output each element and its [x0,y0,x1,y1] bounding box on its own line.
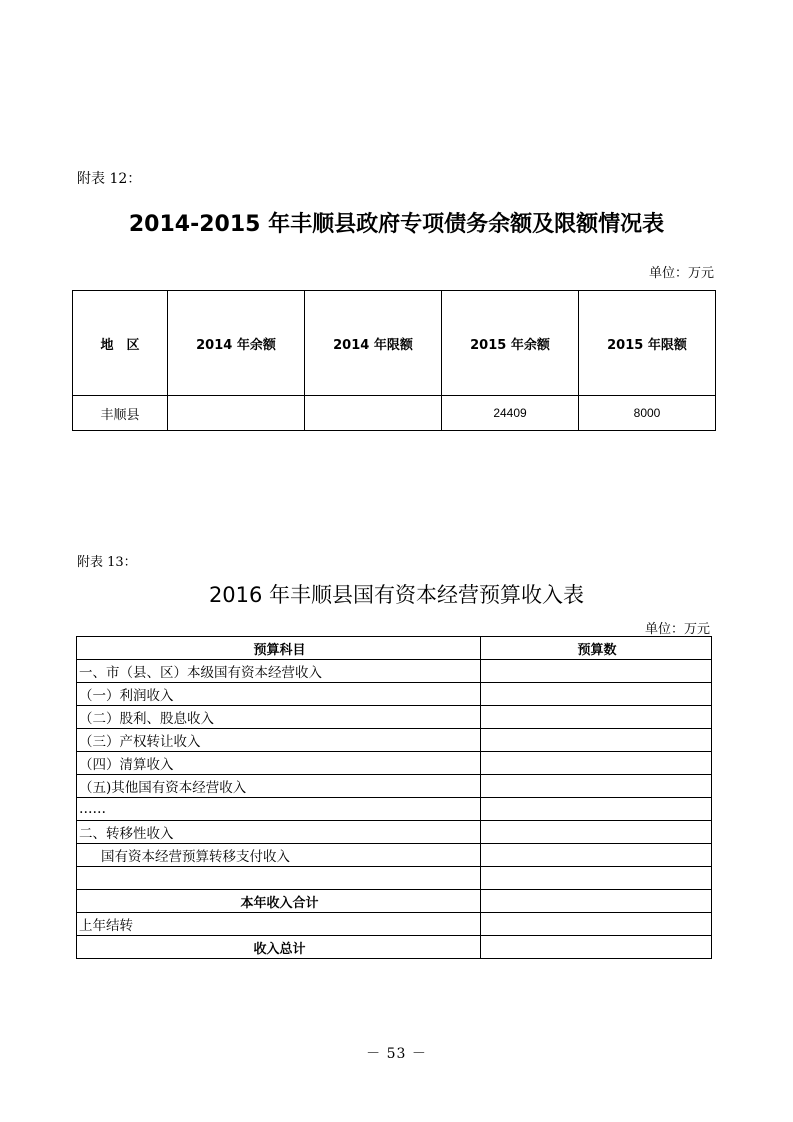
cell-2015-balance: 24409 [442,396,579,431]
cell-region: 丰顺县 [73,396,168,431]
table-row [77,775,712,798]
table13-label: 附表 13： [77,555,137,570]
row-value [481,821,712,844]
row-item: 二、转移性收入 [77,821,481,844]
row-value [481,890,712,913]
row-value [481,844,712,867]
row-value [481,867,712,890]
row-item: （五)其他国有资本经营收入 [77,775,481,798]
row-value [481,913,712,936]
table-row [77,890,712,913]
header-2015-limit: 2015 年限额 [579,291,716,396]
row-value [481,729,712,752]
header-budget-amount: 预算数 [481,637,712,660]
table-header-row [77,637,712,660]
row-item: …… [77,798,481,821]
table-row [77,936,712,959]
cell-2014-balance [168,396,305,431]
row-item: （一）利润收入 [77,683,481,706]
table-row [77,660,712,683]
row-item: （四）清算收入 [77,752,481,775]
table12-label: 附表 12： [77,171,142,187]
table-row [77,844,712,867]
table-row [77,683,712,706]
table12-unit: 单位：万元 [648,266,714,281]
table-row [77,729,712,752]
header-region: 地 区 [73,291,168,396]
row-item [77,867,481,890]
row-value [481,936,712,959]
debt-limit-table [72,290,716,431]
table13-title: 2016 年丰顺县国有资本经营预算收入表 [208,583,585,607]
row-item: （二）股利、股息收入 [77,706,481,729]
row-item: （三）产权转让收入 [77,729,481,752]
table-row [77,798,712,821]
table-row [77,752,712,775]
header-2015-balance: 2015 年余额 [442,291,579,396]
page-number: － 53 － [366,1046,427,1062]
table-row [73,396,716,431]
header-2014-balance: 2014 年余额 [168,291,305,396]
row-value [481,752,712,775]
row-value [481,706,712,729]
table-row [77,867,712,890]
cell-2015-limit: 8000 [579,396,716,431]
table-row [77,706,712,729]
capital-revenue-table [76,636,712,959]
row-item: 一、市（县、区）本级国有资本经营收入 [77,660,481,683]
header-2014-limit: 2014 年限额 [305,291,442,396]
table-header-row [73,291,716,396]
cell-2014-limit [305,396,442,431]
row-value [481,775,712,798]
table-row [77,821,712,844]
header-budget-item: 预算科目 [77,637,481,660]
table-row [77,913,712,936]
row-value [481,798,712,821]
row-item-total: 收入总计 [77,936,481,959]
table13-unit: 单位：万元 [644,622,710,637]
row-item: 国有资本经营预算转移支付收入 [77,844,481,867]
row-value [481,683,712,706]
table12-title: 2014-2015 年丰顺县政府专项债务余额及限额情况表 [128,212,665,237]
row-item-subtotal: 本年收入合计 [77,890,481,913]
row-item: 上年结转 [77,913,481,936]
row-value [481,660,712,683]
